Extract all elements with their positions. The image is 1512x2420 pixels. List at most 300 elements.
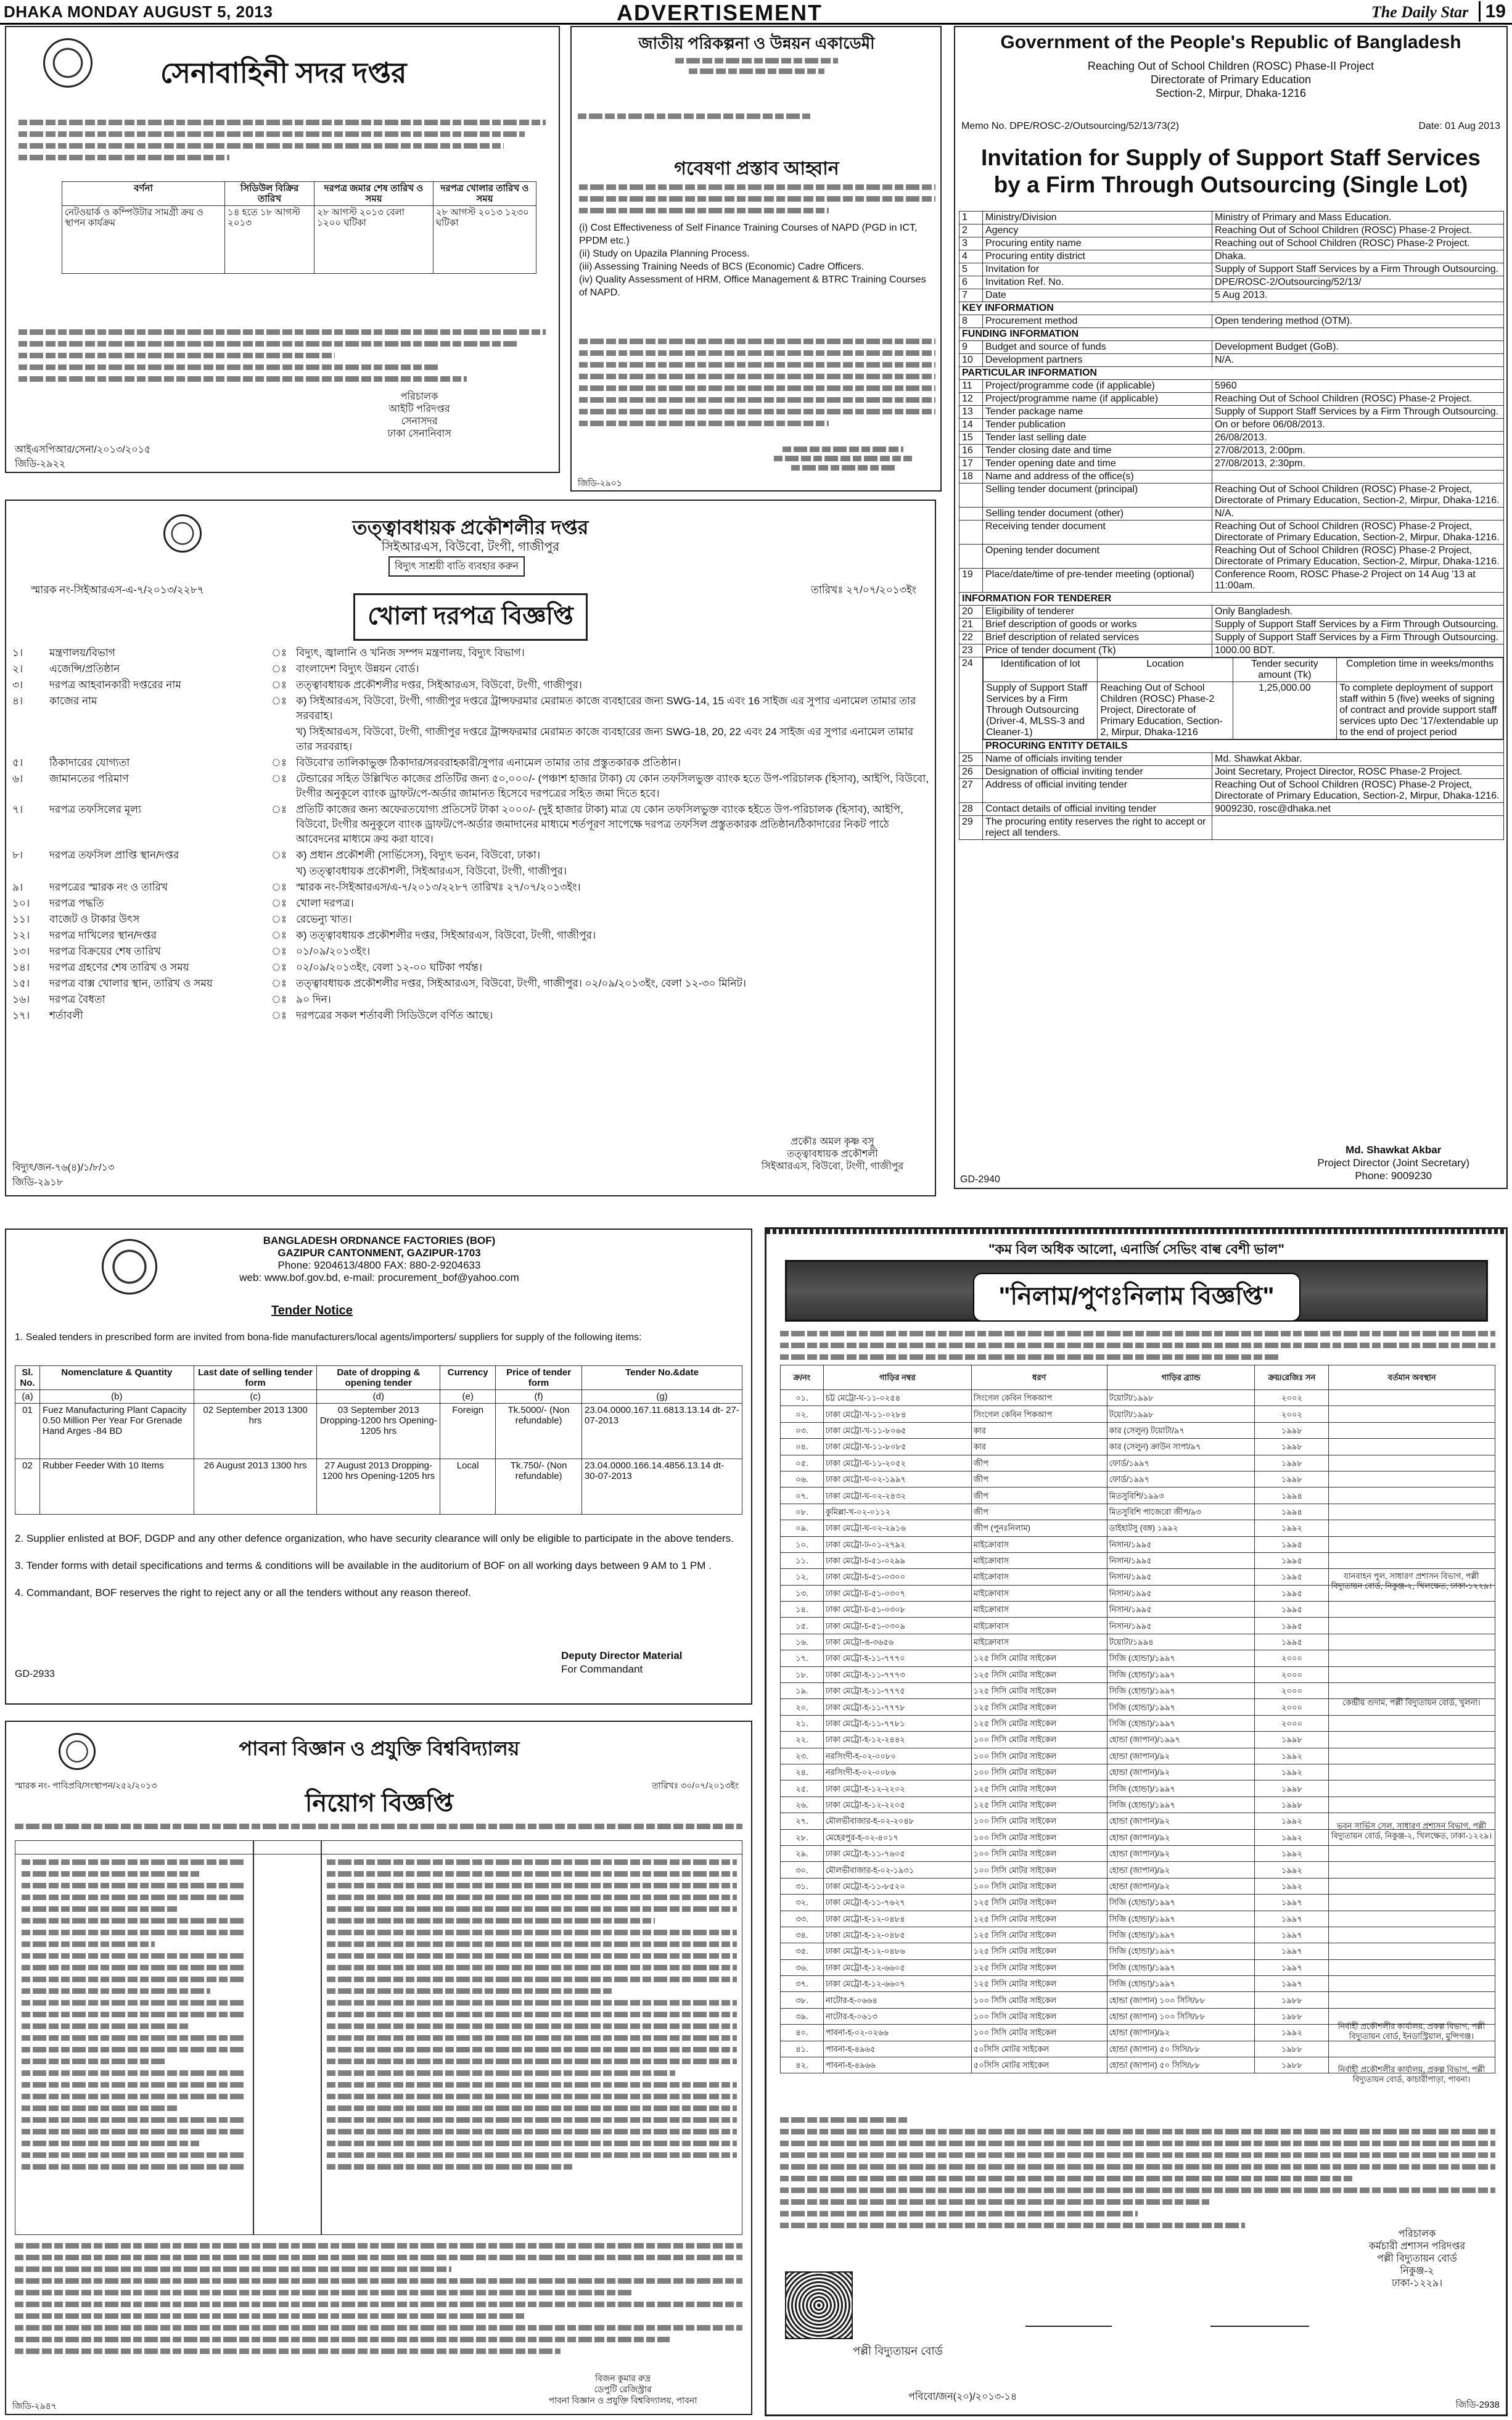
table-cell: ১৯৯৮: [1255, 1732, 1329, 1748]
table-cell: মাইক্রোবাস: [971, 1618, 1107, 1634]
table-cell: Tender last selling date: [983, 432, 1212, 445]
gd-number: জিডি-২৯৪৭: [12, 2401, 57, 2411]
address: Section-2, Mirpur, Dhaka-1216: [1155, 87, 1307, 99]
table-cell: ০৫.: [781, 1455, 824, 1471]
table-cell: সিংগেল কেবিন পিকআপ: [971, 1406, 1107, 1422]
table-cell: [1329, 1634, 1495, 1650]
table-cell: ২৫.: [781, 1780, 824, 1796]
dateline: DHAKA MONDAY AUGUST 5, 2013: [4, 2, 273, 21]
row-number: ১৫।: [12, 977, 30, 989]
table-cell: সিংগেল কেবিন পিকআপ: [971, 1390, 1107, 1406]
table-row: [781, 1552, 1495, 1568]
org-heading: [6, 1235, 752, 1284]
table-cell: 02 September 2013 1300 hrs: [194, 1404, 317, 1459]
table-cell: Reaching Out of School Children (ROSC) Phase-2 Project, Directorate of Primary Education, Section-2, Mirpur, Dhaka-1216.: [1212, 484, 1504, 508]
row-number: ১০।: [12, 897, 30, 909]
ad-body: [18, 120, 546, 167]
memo-date: Date: 01 Aug 2013: [1418, 121, 1500, 131]
col-subheader: (g): [582, 1390, 742, 1404]
table-row: [959, 569, 1504, 593]
col-header: ধরণ: [971, 1365, 1107, 1390]
note-item: 3. Tender forms with detail specifications and terms & conditions will be available in the auditorium of BOF on all working days between 9 AM to 1 PM .: [15, 1560, 712, 1571]
table-cell: ১৯৯৫: [1255, 1634, 1329, 1650]
colon: ঃ: [271, 773, 287, 784]
table-row: [781, 1422, 1495, 1438]
table-cell: [1329, 1959, 1495, 1975]
table-cell: [1329, 1862, 1495, 1878]
row-value: তত্ত্বাবধায়ক প্রকৌশলীর দপ্তর, সিইআরএস, বিউবো, টংগী, গাজীপুর।: [296, 679, 582, 691]
table-cell: [1329, 1943, 1495, 1959]
signature-block: [757, 447, 929, 471]
row-label: দরপত্র তফসিল প্রাপ্তি স্থান/দপ্তর: [49, 849, 179, 861]
table-row: [959, 632, 1504, 644]
positions-table: [15, 1840, 742, 2235]
table-cell: [1329, 1666, 1495, 1682]
table-cell: Procurement method: [983, 315, 1212, 328]
table-cell: ১২৫ সিসি মোটর সাইকেল: [971, 1796, 1107, 1813]
table-row: [959, 432, 1504, 445]
title-banner: [785, 1260, 1488, 1322]
org-phone: Phone: 9204613/4800 FAX: 880-2-9204633: [277, 1259, 481, 1271]
colon: ঃ: [271, 757, 287, 768]
table-cell: ২০০০: [1255, 1650, 1329, 1666]
colon: [271, 864, 296, 879]
colon: ঃ: [271, 913, 287, 925]
table-cell: ঢাকা মেট্রো-চ-৫১-০৩০৭: [823, 1585, 971, 1601]
table-cell: [1329, 1602, 1495, 1618]
table-cell: Address of official inviting tender: [983, 779, 1212, 803]
table-cell: Brief description of related services: [983, 632, 1212, 644]
table-cell: 9009230, rosc@dhaka.net: [1212, 803, 1504, 816]
table-cell: ১৯৯৭: [1255, 1943, 1329, 1959]
table-cell: [1329, 1683, 1495, 1699]
section-row: [959, 593, 1504, 606]
table-cell: জীপ: [971, 1455, 1107, 1471]
table-cell: ৩৩.: [781, 1911, 824, 1927]
table-cell: ১৯৯৫: [1255, 1585, 1329, 1601]
tagline-box: বিদ্যুৎ সাশ্রয়ী বাতি ব্যবহার করুন: [388, 556, 525, 577]
table-cell: সিজি (হোন্ডা)/১৯৯৭: [1107, 1959, 1255, 1975]
ref-number: পবিবো/জন(২০)/২০১৩-১৪: [908, 2392, 1017, 2402]
table-cell: হোন্ডা (জাপান)/৯২: [1107, 1845, 1255, 1861]
table-cell: 5960: [1212, 380, 1504, 393]
office-address: সিইআরএস, বিউবো, টংগী, গাজীপুর: [381, 540, 560, 554]
table-cell: ৫০সিসি মোটর সাইকেল: [971, 2041, 1107, 2057]
table-cell: নিসান/১৯৯৫: [1107, 1569, 1255, 1585]
memo-no: স্মারক নং-সিইআরএস-এ-৭/২০১৩/২২৮৭: [31, 584, 204, 596]
tender-rows: [12, 646, 931, 1024]
org-location: GAZIPUR CANTONMENT, GAZIPUR-1703: [277, 1247, 481, 1259]
table-row: [781, 1992, 1495, 2008]
table-cell: ০৮.: [781, 1504, 824, 1520]
row-value: ক) সিইআরএস, বিউবো, টংগী, গাজীপুর দপ্তরে ট্রান্সফরমার মেরামত কাজে ব্যবহারের জন্য SWG-14, 15 এবং 16 সাইজ এর সুপার এনামেল তামার তার সরবরাহ।: [296, 695, 916, 722]
table-row: [781, 1943, 1495, 1959]
pdb-tender-ad: [5, 500, 936, 1196]
table-cell: মাইক্রোবাস: [971, 1552, 1107, 1568]
table-row: [959, 419, 1504, 432]
table-cell: 26 August 2013 1300 hrs: [194, 1459, 317, 1515]
table-row: [781, 1365, 1495, 1390]
table-cell: [1329, 1796, 1495, 1813]
table-cell: Conference Room, ROSC Phase-2 Project on 14 Aug '13 at 11:00am.: [1212, 569, 1504, 593]
table-cell: [1329, 1715, 1495, 1731]
table-row: [959, 803, 1504, 816]
table-cell: 1,25,000.00: [1233, 682, 1337, 739]
lot-header-row: [959, 657, 1504, 740]
table-row: [781, 1715, 1495, 1731]
table-cell: ১০০ সিসি মোটর সাইকেল: [971, 1732, 1107, 1748]
table-cell: মেহেরপুর-হ-০২-৪০১৭: [823, 1829, 971, 1845]
table-cell: [1329, 1764, 1495, 1780]
table-cell: [1212, 471, 1504, 484]
col-header: বর্ণনা: [62, 182, 225, 206]
location-note: কেন্দ্রীয় গুদাম, পল্লী বিদ্যুতায়ন বোর্ড, খুলনা।: [1342, 1698, 1481, 1707]
table-cell: Development Budget (GoB).: [1212, 341, 1504, 354]
sign-line: Deputy Director Material: [561, 1650, 683, 1661]
sign-line: পরিচালক: [1398, 2229, 1436, 2239]
table-cell: Fuez Manufacturing Plant Capacity 0.50 Million Per Year For Grenade Hand Arges -84 BD: [39, 1404, 194, 1459]
table-cell: সিজি (হোন্ডা)/১৯৯৭: [1107, 1780, 1255, 1796]
table-cell: ১০০ সিসি মোটর সাইকেল: [971, 2025, 1107, 2041]
table-row: [781, 1536, 1495, 1552]
table-cell: ১৯৯২: [1255, 1748, 1329, 1764]
sign-line: তত্ত্বাবধায়ক প্রকৌশলী: [787, 1149, 878, 1159]
table-cell: [1329, 1422, 1495, 1438]
table-cell: ১২৫ সিসি মোটর সাইকেল: [971, 1895, 1107, 1911]
table-cell: Foreign: [440, 1404, 496, 1459]
table-cell: ১৯৯৭: [1255, 1895, 1329, 1911]
section-heading: PROCURING ENTITY DETAILS: [983, 740, 1504, 753]
table-cell: 4: [959, 250, 983, 263]
table-cell: সিজি (হোন্ডা)/১৯৯৭: [1107, 1976, 1255, 1992]
table-cell: ১৯৯২: [1255, 1862, 1329, 1878]
table-cell: হোন্ডা (জাপান)/৯২: [1107, 1878, 1255, 1894]
table-row: [781, 1650, 1495, 1666]
headline-line: Invitation for Supply of Support Staff Services: [981, 145, 1481, 170]
section-row: [959, 740, 1504, 753]
table-cell: ১০০ সিসি মোটর সাইকেল: [971, 2008, 1107, 2024]
memo-date: তারিখঃ ২৭/০৭/২০১৩ইং: [811, 584, 916, 596]
table-cell: ১০০ সিসি মোটর সাইকেল: [971, 1845, 1107, 1861]
row-number: ১৩।: [12, 945, 30, 957]
table-cell: Reaching Out of School Children (ROSC) Phase-2 Project.: [1212, 393, 1504, 406]
table-cell: Name of officials inviting tender: [983, 753, 1212, 766]
table-cell: ৪১.: [781, 2041, 824, 2057]
table-cell: ১২৫ সিসি মোটর সাইকেল: [971, 1927, 1107, 1943]
signature-block: [351, 391, 487, 440]
table-cell: মৌলভীবাজার-হ-০২-২০৪৮: [823, 1813, 971, 1829]
directorate: Directorate of Primary Education: [1150, 73, 1312, 86]
table-row: [959, 644, 1504, 657]
table-row: [781, 1927, 1495, 1943]
table-cell: ২০০০: [1255, 1715, 1329, 1731]
intro-text: [15, 1824, 742, 1835]
ad-terms: [579, 339, 935, 432]
table-cell: Rubber Feeder With 10 Items: [39, 1459, 194, 1515]
table-cell: [1329, 1552, 1495, 1568]
table-cell: হোন্ডা (জাপান)/৯২: [1107, 1813, 1255, 1829]
location-note: যানবাহন পুল, সাধারণ প্রশাসন বিভাগ, পল্লী বিদ্যুতায়ন বোর্ড, নিকুঞ্জ-২, খিলক্ষেত, ঢাকা-১২২৯।: [1331, 1571, 1492, 1591]
table-cell: ১৪.: [781, 1602, 824, 1618]
table-row: [781, 1683, 1495, 1699]
section-row: [959, 328, 1504, 341]
table-cell: Invitation Ref. No.: [983, 276, 1212, 289]
table-cell: চট্ট মেট্রো-ঘ-১১-০২৫৪: [823, 1390, 971, 1406]
table-row: [984, 682, 1503, 739]
table-cell: Project/programme name (if applicable): [983, 393, 1212, 406]
table-cell: Only Bangladesh.: [1212, 606, 1504, 619]
table-cell: ৩৮.: [781, 1992, 824, 2008]
table-cell: 27: [959, 779, 983, 803]
table-row: [781, 1602, 1495, 1618]
table-cell: Tender package name: [983, 406, 1212, 419]
table-cell: ঢাকা মেট্রো-হ-১২-০৪৮৬: [823, 1943, 971, 1959]
table-cell: 19: [959, 569, 983, 593]
table-cell: ১২৫ সিসি মোটর সাইকেল: [971, 1780, 1107, 1796]
org-sub: [621, 58, 892, 74]
memo-date: তারিখঃ ৩০/০৭/২০১৩ইং: [652, 1780, 739, 1790]
table-cell: Tender publication: [983, 419, 1212, 432]
table-cell: Selling tender document (other): [983, 508, 1212, 521]
table-cell: The procuring entity reserves the right to accept or reject all tenders.: [983, 816, 1212, 840]
row-value: রেভেন্যু খাত।: [296, 913, 352, 925]
project-name: Reaching Out of School Children (ROSC) Phase-II Project: [1087, 60, 1374, 72]
table-cell: নিসান/১৯৯৫: [1107, 1536, 1255, 1552]
table-cell: ১০০ সিসি মোটর সাইকেল: [971, 1992, 1107, 2008]
row-value: তত্ত্বাবধায়ক প্রকৌশলীর দপ্তর, সিইআরএস, বিউবো, টংগী, গাজীপুর। ০২/০৯/২০১৩ইং, বেলা ১২-৩০ মিনিট।: [296, 977, 746, 989]
table-cell: Invitation for: [983, 263, 1212, 276]
colon: ঃ: [271, 679, 287, 691]
table-cell: ৩২.: [781, 1895, 824, 1911]
table-cell: ১৪ হতে ১৮ আগস্ট ২০১৩: [225, 206, 314, 274]
colon: ঃ: [271, 849, 287, 861]
table-cell: 7: [959, 289, 983, 302]
table-cell: ৩৫.: [781, 1943, 824, 1959]
table-cell: ১৯৯৮: [1255, 1780, 1329, 1796]
table-cell: Tender closing date and time: [983, 445, 1212, 458]
table-cell: Open tendering method (OTM).: [1212, 315, 1504, 328]
gd-number: GD-2940: [960, 1174, 1000, 1185]
table-cell: [1329, 1845, 1495, 1861]
table-cell: 03 September 2013 Dropping-1200 hrs Opening-1205 hrs: [317, 1404, 440, 1459]
col-header: ক্র/নং: [781, 1365, 824, 1390]
table-cell: To complete deployment of support staff within 5 (five) weeks of signing of contract and provide support staff services upto Dec '17/extendable up to the end of project period: [1337, 682, 1503, 739]
table-cell: 26: [959, 766, 983, 779]
table-cell: [1329, 1536, 1495, 1552]
table-cell: 15: [959, 432, 983, 445]
row-label: দরপত্র বৈধতা: [49, 994, 105, 1005]
table-cell: 13: [959, 406, 983, 419]
table-cell: ২০০২: [1255, 1406, 1329, 1422]
table-cell: ঢাকা মেট্রো-চ-৫১-০৩০৮: [823, 1602, 971, 1618]
table-cell: 01: [15, 1404, 40, 1459]
table-cell: [1329, 2041, 1495, 2057]
row-value: ০২/০৯/২০১৩ইং, বেলা ১২-০০ ঘটিকা পর্যন্ত।: [296, 961, 482, 973]
colon: ঃ: [271, 647, 287, 659]
row-label: বাজেট ও টাকার উৎস: [49, 913, 140, 925]
table-cell: জীপ: [971, 1471, 1107, 1487]
sign-line: পল্লী বিদ্যুতায়ন বোর্ড: [1377, 2253, 1457, 2264]
table-cell: সিজি (হোন্ডা)/১৯৯৭: [1107, 1699, 1255, 1715]
table-cell: মাইক্রোবাস: [971, 1602, 1107, 1618]
table-cell: Tk.5000/- (Non refundable): [496, 1404, 582, 1459]
gd-number: জিডি-2938: [1455, 2400, 1500, 2410]
colon: ঃ: [271, 804, 287, 815]
row-label: জামানতের পরিমাণ: [49, 773, 129, 784]
table-cell: ঢাকা মেট্রো-হ-১১-৭৭৮১: [823, 1715, 971, 1731]
memo-no: স্মারক নং- পাবিপ্রবি/সংস্থাপন/২৫২/২০১৩: [15, 1780, 157, 1790]
university-name: পাবনা বিজ্ঞান ও প্রযুক্তি বিশ্ববিদ্যালয়: [239, 1737, 520, 1759]
table-row: [781, 1618, 1495, 1634]
table-cell: নিসান/১৯৯৫: [1107, 1552, 1255, 1568]
vehicle-table: [780, 1365, 1495, 2073]
table-cell: 28: [959, 803, 983, 816]
table-cell: ২৮ আগস্ট ২০১৩ ১২৩০ ঘটিকা: [433, 206, 536, 274]
table-row: [781, 1748, 1495, 1764]
table-cell: [1329, 1911, 1495, 1927]
table-cell: [1329, 1992, 1495, 2008]
page-number: 19: [1479, 1, 1506, 22]
board-name: পল্লী বিদ্যুতায়ন বোর্ড: [853, 2345, 943, 2357]
table-cell: ডাইহাটসু (বঙ্গ) ১৯৯২: [1107, 1520, 1255, 1536]
colon: ঃ: [271, 945, 287, 957]
col-subheader: (f): [496, 1390, 582, 1404]
sign-line: পরিচালক: [400, 392, 438, 402]
table-cell: ঢাকা মেট্রো-ঘ-০২-২৪৩২: [823, 1488, 971, 1504]
table-cell: ঢাকা মেট্রো-হ-১২-২২০২: [823, 1780, 971, 1796]
sign-line: নিকুঞ্জ-২: [1400, 2266, 1434, 2276]
table-cell: ঢাকা মেট্রো-হ-১১-৭৬২৭: [823, 1895, 971, 1911]
table-cell: ১০০ সিসি মোটর সাইকেল: [971, 1764, 1107, 1780]
table-cell: [1329, 1504, 1495, 1520]
table-cell: ১৯৯৮: [1255, 1471, 1329, 1487]
table-cell: ১৯৮৮: [1255, 2008, 1329, 2024]
table-cell: সিজি (হোন্ডা)/১৯৯৭: [1107, 1911, 1255, 1927]
table-cell: হোন্ডা (জাপান)/১৯৯৭: [1107, 1732, 1255, 1748]
memo-line: [578, 113, 935, 125]
table-row: [781, 1895, 1495, 1911]
table-cell: ৪০.: [781, 2025, 824, 2041]
table-row: [959, 393, 1504, 406]
topic-item: (iii) Assessing Training Needs of BCS (Economic) Cadre Officers.: [579, 261, 865, 272]
table-cell: Reaching Out of School Children (ROSC) Phase-2 Project, Directorate of Primary Education, Section-2, Mirpur, Dhaka-1216: [1098, 682, 1233, 739]
table-cell: 18: [959, 471, 983, 484]
section-heading: PARTICULAR INFORMATION: [959, 367, 1504, 380]
table-cell: 23.04.0000.166.14.4856.13.14 dt- 30-07-2013: [582, 1459, 742, 1515]
table-cell: ১৯৯৭: [1255, 1927, 1329, 1943]
table-cell: [1329, 1878, 1495, 1894]
table-cell: সিজি (হোন্ডা)/১৯৯৭: [1107, 1796, 1255, 1813]
table-cell: ১২৫ সিসি মোটর সাইকেল: [971, 1666, 1107, 1682]
table-cell: [1329, 1780, 1495, 1796]
table-row: [959, 354, 1504, 367]
table-cell: হোন্ডা (জাপান)/৯২: [1107, 1748, 1255, 1764]
table-cell: নাটোর-হ-০৬৬৪: [823, 1992, 971, 2008]
table-row: [959, 341, 1504, 354]
tender-row: [12, 944, 931, 959]
ad-title: সেনাবাহিনী সদর দপ্তর: [160, 57, 407, 89]
row-value: ৯০ দিন।: [296, 994, 331, 1005]
row-label: দরপত্র পদ্ধতি: [49, 897, 104, 909]
table-cell: 3: [959, 237, 983, 250]
row-number: ১৬।: [12, 994, 30, 1005]
sign-line: পাবনা বিজ্ঞান ও প্রযুক্তি বিশ্ববিদ্যালয়, পাবনা: [548, 2395, 697, 2405]
tender-row: [12, 992, 931, 1007]
army-crest-icon: [43, 38, 92, 88]
sign-name: Md. Shawkat Akbar: [1346, 1144, 1442, 1156]
memo-no: Memo No. DPE/ROSC-2/Outsourcing/52/13/73(2): [961, 121, 1180, 131]
table-cell: ১৯৯৪: [1255, 1488, 1329, 1504]
table-cell: 6: [959, 276, 983, 289]
tender-row: [12, 755, 931, 770]
row-value: প্রতিটি কাজের জন্য অফেরতযোগ্য প্রতিসেট টাকা ২০০০/- (দুই হাজার টাকা) মাত্র যে কোন তফসিলভুক্ত ব্যাংক হইতে উপ-পরিচালক (হিসাব), আইপি, বিউবো, টংগীর অনুকূলে ব্যাংক ড্রাফট/পে-অর্ডার জমাদানের মাধ্যমে শর্তপূরণ সাপেক্ষে দরপত্র তফসিল প্রস্তুতকারক প্রতিষ্ঠান/ঠিকাদারের নিকট পাঠে আবেদনের মাধ্যমে ক্রয় করা যাবে।: [296, 804, 903, 845]
reb-auction-ad: [765, 1227, 1508, 2416]
table-cell: ১২.: [781, 1569, 824, 1585]
table-cell: ফোর্ড/১৯৯৭: [1107, 1455, 1255, 1471]
row-label: দরপত্র বিক্রয়ের শেষ তারিখ: [49, 945, 161, 957]
table-cell: ০২.: [781, 1406, 824, 1422]
table-cell: হোন্ডা (জাপান) ১০০ সিসি/৮৮: [1107, 1992, 1255, 2008]
row-value: ক) তত্ত্বাবধায়ক প্রকৌশলীর দপ্তর, সিইআরএস, বিউবো, টংগী, গাজীপুর।: [296, 929, 596, 941]
lot-table: [983, 657, 1503, 739]
table-cell: Supply of Support Staff Services by a Firm Through Outsourcing (Driver-4, MLSS-3 and Cleaner-1): [984, 682, 1098, 739]
ref-number: আইএসপিআর/সেনা/২০১৩/২০১৫: [15, 445, 151, 455]
table-cell: Contact details of official inviting tender: [983, 803, 1212, 816]
tender-row: [12, 912, 931, 927]
table-cell: নিসান/১৯৯৫: [1107, 1585, 1255, 1601]
table-cell: কার: [971, 1422, 1107, 1438]
table-cell: ২৬.: [781, 1796, 824, 1813]
table-cell: হোন্ডা (জাপান)/৯২: [1107, 2025, 1255, 2041]
sign-line: প্রকৌঃ অমল কৃষ্ণ বসু: [791, 1137, 874, 1147]
table-cell: ২৮.: [781, 1829, 824, 1845]
table-cell: ঢাকা মেট্রো-হ-১১-৮৫২০: [823, 1878, 971, 1894]
table-cell: Joint Secretary, Project Director, ROSC Phase-2 Project.: [1212, 766, 1504, 779]
row-number: ১১।: [12, 913, 30, 925]
table-cell: সিজি (হোন্ডা)/১৯৯৭: [1107, 1650, 1255, 1666]
table-row: [959, 212, 1504, 224]
table-cell: Name and address of the office(s): [983, 471, 1212, 484]
table-cell: 2: [959, 224, 983, 237]
table-row: [781, 1878, 1495, 1894]
table-cell: কার (সেলুন) টয়োটা/৯৭: [1107, 1422, 1255, 1438]
table-cell: Opening tender document: [983, 545, 1212, 569]
tender-table: [15, 1365, 742, 1515]
table-cell: Selling tender document (principal): [983, 484, 1212, 508]
row-label: মন্ত্রণালয়/বিভাগ: [49, 647, 115, 659]
sign-line: ডেপুটি রেজিস্ট্রার: [594, 2384, 652, 2394]
table-cell: ২০০২: [1255, 1390, 1329, 1406]
table-cell: ঢাকা মেট্রো-হ-১২-২২০৫: [823, 1796, 971, 1813]
table-cell: মাইক্রোবাস: [971, 1634, 1107, 1650]
table-cell: ১৯৯৫: [1255, 1552, 1329, 1568]
table-cell: কার: [971, 1439, 1107, 1455]
table-cell: ঢাকা মেট্রো-চ-৫১-০৩০৯: [823, 1618, 971, 1634]
colon: ঃ: [271, 695, 287, 707]
table-cell: ৩৯.: [781, 2008, 824, 2024]
row-value: ক) প্রধান প্রকৌশলী (সার্ভিসেস), বিদ্যুৎ ভবন, বিউবো, ঢাকা।: [296, 849, 541, 861]
pust-recruitment-ad: [5, 1721, 752, 2415]
table-cell: নরসিংদী-হ-০২-০০৮৬: [823, 1764, 971, 1780]
row-number: ৫।: [12, 757, 23, 768]
section-heading: KEY INFORMATION: [959, 302, 1504, 315]
tender-row: [12, 864, 931, 879]
table-cell: ঢাকা মেট্রো-চ-৫১-০২৯৯: [823, 1552, 971, 1568]
col-header: সিডিউল বিক্রির তারিখ: [225, 182, 314, 206]
table-cell: 26/08/2013.: [1212, 432, 1504, 445]
row-label: কাজের নাম: [49, 695, 97, 707]
table-cell: মিতসুবিশি পাজেরো জীপ/৯৩: [1107, 1504, 1255, 1520]
